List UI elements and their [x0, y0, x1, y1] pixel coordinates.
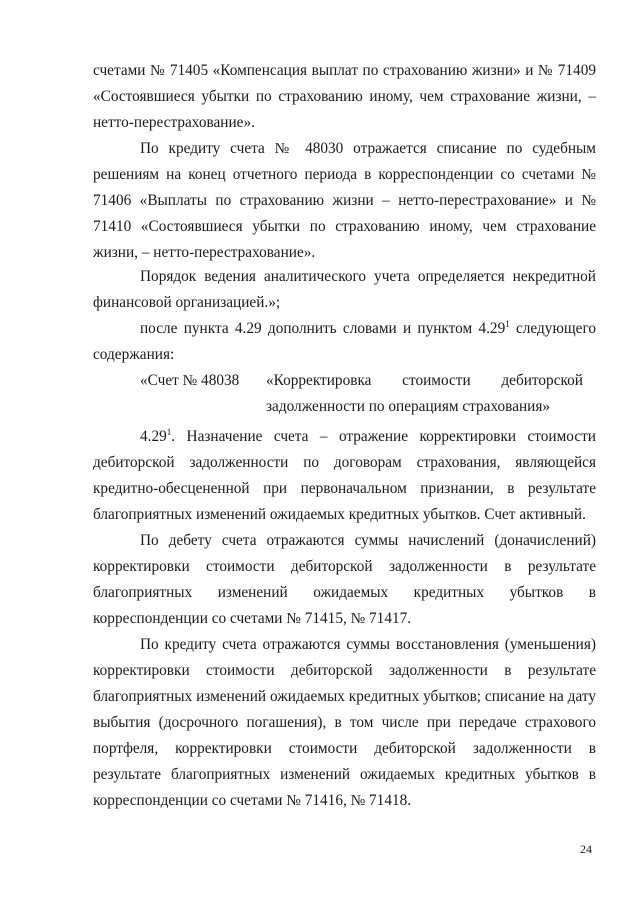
- paragraph-2: По кредиту счета № 48030 отражается списание по судебным решениям на конец отчетного периода в корреспонденции со счетами № 71406 «Выплаты по страхованию жизни – нетто-перестрахование» и № 71410 «Состоявшиеся убытки по страхованию иному, чем страхование жизни, – нетто-перестрахование».: [93, 140, 596, 261]
- paragraph-7: По кредиту счета отражаются суммы восстановления (уменьшения) корректировки стоимости дебиторской задолженности в результате благоприятных изменений ожидаемых кредитных убытков; списание на дату выбытия (досрочного погашения), в том числе при передаче страхового портфеля, корректировки стоимости дебиторской задолженности в результате благоприятных изменений ожидаемых кредитных убытков в корреспонденции со счетами № 71416, № 71418.: [93, 636, 596, 809]
- page-number: 24: [580, 842, 592, 856]
- paragraph-3: Порядок ведения аналитического учета определяется некредитной финансовой организацией.»;: [93, 268, 596, 311]
- paragraph-5-text: . Назначение счета – отражение корректировки стоимости дебиторской задолженности по договорам страхования, являющейся кредитно-обесцененной при первоначальном признании, в результате благоприятных изменений ожидаемых кредитных убытков. Счет активный.: [93, 428, 596, 523]
- account-title-line-2: задолженности по операциям страхования»: [266, 398, 551, 415]
- account-number: «Счет № 48038: [140, 372, 240, 389]
- paragraph-5: [93, 424, 596, 528]
- account-heading: [140, 368, 596, 420]
- paragraph-5-label: 4.29: [140, 428, 167, 445]
- paragraph-4-text-after: следующего содержания:: [93, 320, 596, 363]
- paragraph-6: По дебету счета отражаются суммы начислений (доначислений) корректировки стоимости дебиторской задолженности в результате благоприятных изменений ожидаемых кредитных убытков в корреспонденции со счетами № 71415, № 71417.: [93, 532, 596, 627]
- account-title-line-1: «Корректировка стоимости дебиторской: [266, 372, 583, 389]
- paragraph-1: счетами № 71405 «Компенсация выплат по страхованию жизни» и № 71409 «Состоявшиеся убытки по страхованию иному, чем страхование жизни, – нетто-перестрахование».: [93, 62, 596, 131]
- paragraph-5-superscript: 1: [166, 427, 172, 437]
- paragraph-4-text-before: после пункта 4.29 дополнить словами и пунктом 4.29: [140, 320, 506, 337]
- paragraph-4: [93, 316, 596, 368]
- paragraph-4-superscript: 1: [505, 319, 510, 329]
